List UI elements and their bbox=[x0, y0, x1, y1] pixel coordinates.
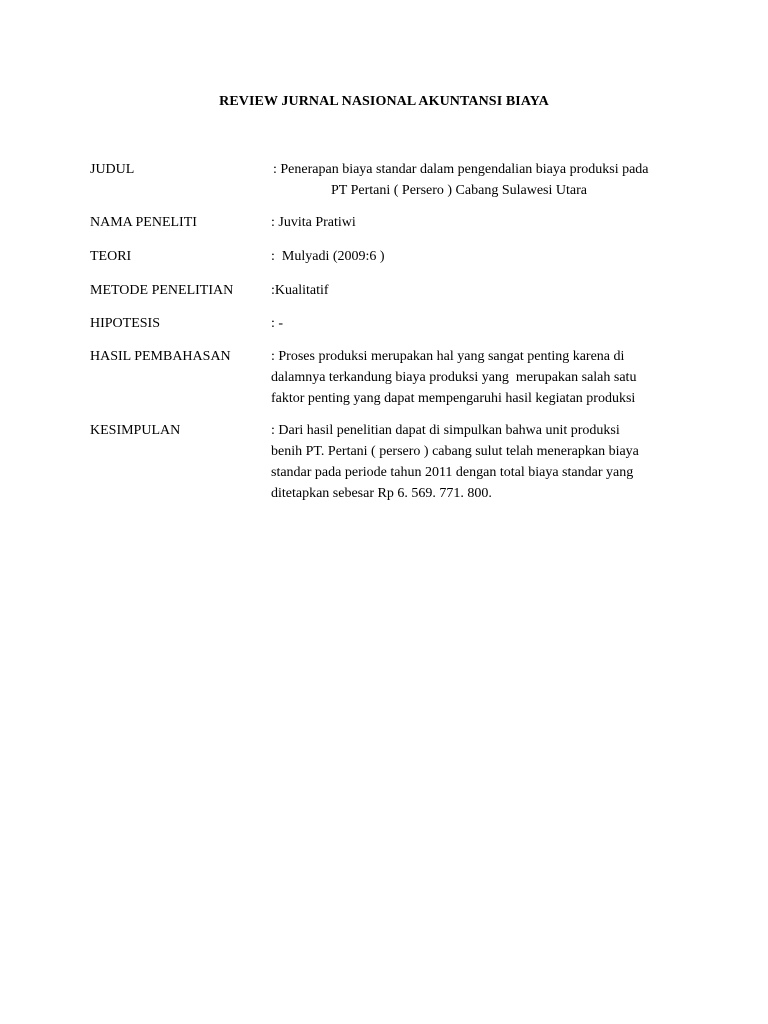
field-label-teori: TEORI bbox=[90, 249, 132, 264]
field-value-line: PT Pertani ( Persero ) Cabang Sulawesi Utara bbox=[331, 183, 587, 198]
field-value-line: : Penerapan biaya standar dalam pengendalian biaya produksi pada bbox=[273, 162, 649, 177]
field-value-line: : Juvita Pratiwi bbox=[271, 215, 356, 230]
field-value-line: : Proses produksi merupakan hal yang sangat penting karena di bbox=[271, 349, 625, 364]
field-label-kesimpulan: KESIMPULAN bbox=[90, 423, 181, 438]
field-value-line: dalamnya terkandung biaya produksi yang merupakan salah satu bbox=[271, 370, 637, 385]
field-label-judul: JUDUL bbox=[90, 162, 135, 177]
field-value-hasil-pembahasan bbox=[271, 346, 691, 409]
field-label-hipotesis: HIPOTESIS bbox=[90, 316, 161, 331]
field-value-metode-penelitian bbox=[271, 280, 691, 301]
field-value-line: : Dari hasil penelitian dapat di simpulkan bahwa unit produksi bbox=[271, 423, 620, 438]
field-value-nama-peneliti bbox=[271, 212, 691, 233]
field-value-teori bbox=[271, 246, 691, 267]
field-value-hipotesis bbox=[271, 313, 691, 334]
document-title: REVIEW JURNAL NASIONAL AKUNTANSI BIAYA bbox=[219, 94, 549, 109]
field-label-nama-peneliti: NAMA PENELITI bbox=[90, 215, 197, 230]
field-label-hasil-pembahasan: HASIL PEMBAHASAN bbox=[90, 349, 231, 364]
field-value-line: benih PT. Pertani ( persero ) cabang sulut telah menerapkan biaya bbox=[271, 444, 639, 459]
field-value-judul bbox=[273, 159, 693, 201]
field-value-line: : - bbox=[271, 316, 284, 331]
field-value-line: faktor penting yang dapat mempengaruhi hasil kegiatan produksi bbox=[271, 391, 636, 406]
field-value-line: : Mulyadi (2009:6 ) bbox=[271, 249, 385, 264]
field-value-line: ditetapkan sebesar Rp 6. 569. 771. 800. bbox=[271, 486, 492, 501]
field-value-kesimpulan bbox=[271, 420, 691, 504]
field-value-line: standar pada periode tahun 2011 dengan total biaya standar yang bbox=[271, 465, 634, 480]
field-label-metode-penelitian: METODE PENELITIAN bbox=[90, 283, 234, 298]
field-value-line: :Kualitatif bbox=[271, 283, 329, 298]
